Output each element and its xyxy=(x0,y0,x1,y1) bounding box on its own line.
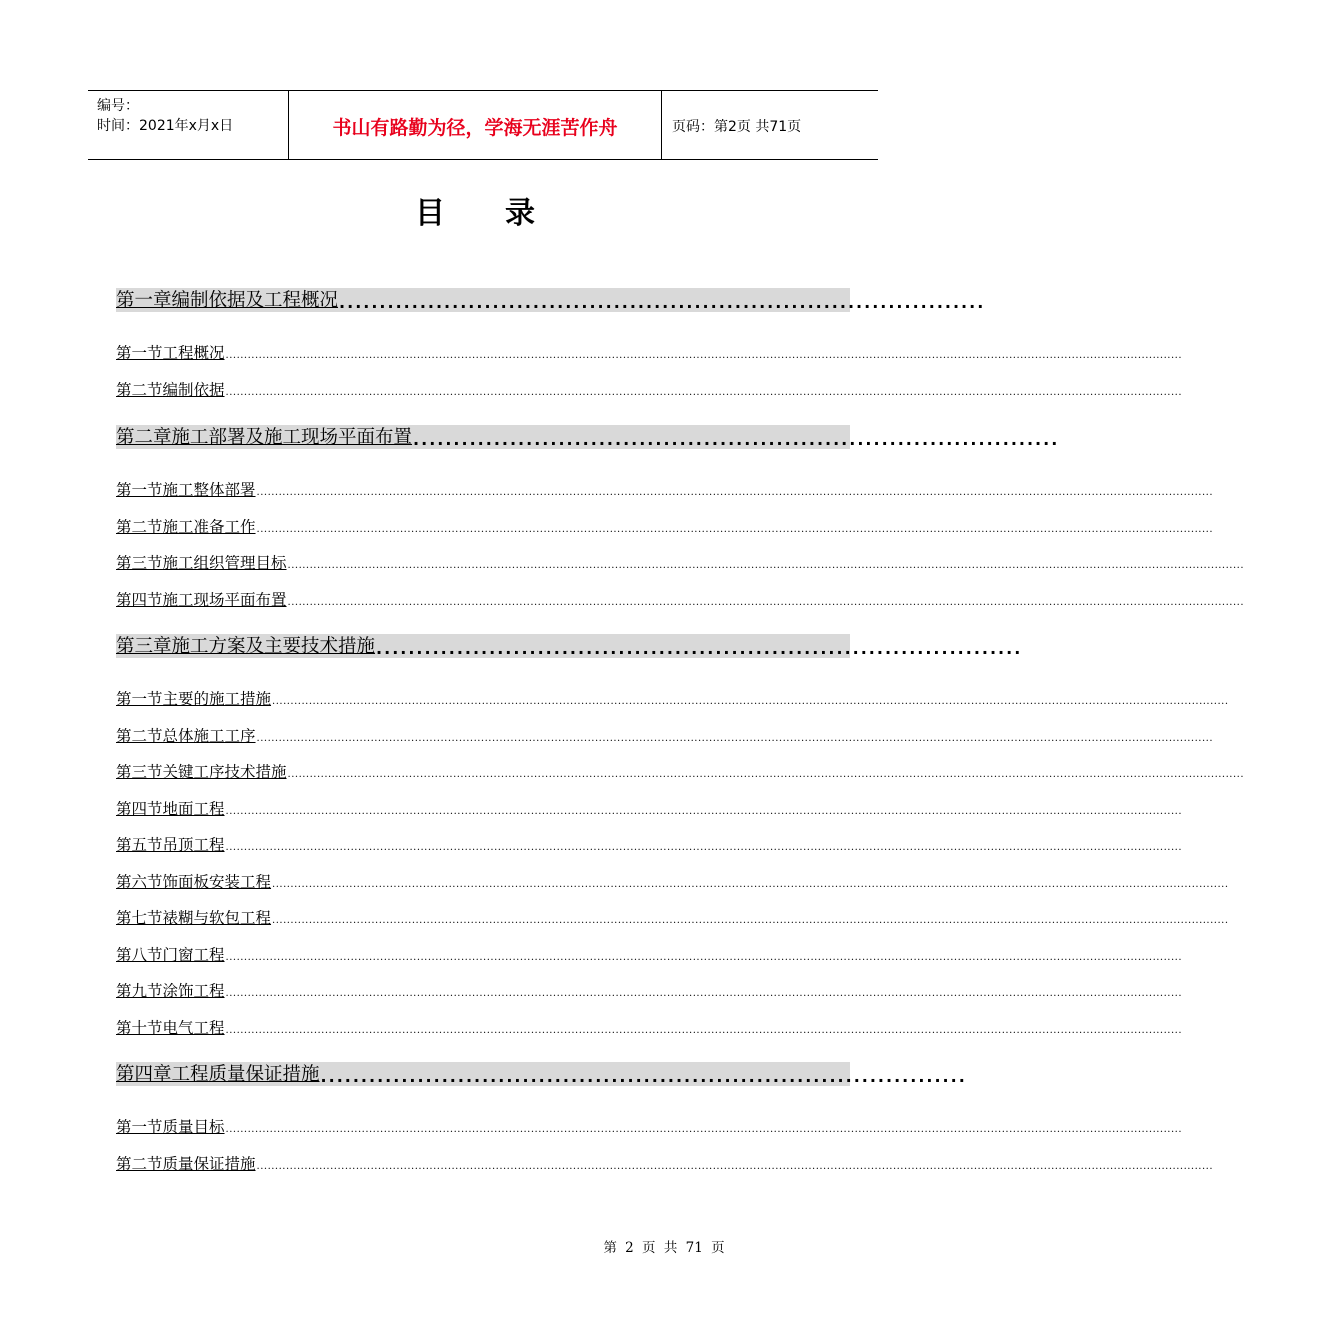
toc-section-entry[interactable] xyxy=(116,1018,1182,1038)
chapter-title: 施工部署及施工现场平面布置 xyxy=(171,427,413,448)
toc-section-entry[interactable] xyxy=(116,590,1244,610)
toc-chapter-entry[interactable] xyxy=(116,634,1023,658)
section-title: 门窗工程 xyxy=(162,945,225,964)
dot-leader: .................................................................................................................................................................................................................................................................... xyxy=(287,596,1244,608)
page-footer: 第 2 页 共 71 页 xyxy=(603,1240,725,1256)
section-title: 总体施工工序 xyxy=(162,726,256,745)
section-title: 施工现场平面布置 xyxy=(162,590,287,609)
dot-leader: .................................................................................................................................................................................................................................................................... xyxy=(225,951,1182,963)
section-number: 第一节 xyxy=(116,1118,163,1136)
section-number: 第三节 xyxy=(116,763,163,781)
section-number: 第二节 xyxy=(116,517,163,536)
dot-leader: .................................................................................................................................................................................................................................................................... xyxy=(256,523,1213,535)
dot-leader: .................................................................................................................................................................................................................................................................... xyxy=(225,386,1182,398)
toc-section-entry[interactable] xyxy=(116,343,1182,363)
toc-section-entry[interactable] xyxy=(116,553,1244,573)
dot-leader: .................................................................................................................................................................................................................................................................... xyxy=(287,769,1244,780)
section-number: 第十节 xyxy=(116,1018,163,1037)
section-title: 工程概况 xyxy=(162,344,225,362)
toc-section-entry[interactable] xyxy=(116,1117,1182,1137)
toc-section-entry[interactable] xyxy=(116,945,1182,965)
section-title: 地面工程 xyxy=(162,799,225,818)
section-title: 质量目标 xyxy=(162,1118,225,1136)
section-title: 施工准备工作 xyxy=(162,517,256,536)
chapter-title: 施工方案及主要技术措施 xyxy=(171,636,376,657)
section-number: 第一节 xyxy=(116,481,163,499)
dot-leader: ................................................................................ xyxy=(320,1067,967,1086)
dot-leader: .................................................................................................................................................................................................................................................................... xyxy=(225,988,1182,999)
dot-leader: .................................................................................................................................................................................................................................................................... xyxy=(225,350,1182,361)
slogan: 书山有路勤为径，学海无涯苦作舟 xyxy=(332,117,618,139)
section-title: 电气工程 xyxy=(162,1018,225,1037)
toc-section-entry[interactable] xyxy=(116,689,1229,709)
header-info-cell xyxy=(88,91,289,159)
dot-leader: .................................................................................................................................................................................................................................................................... xyxy=(225,1024,1182,1036)
page-count-label: 页码：第2页 共71页 xyxy=(672,119,802,135)
toc-section-entry[interactable] xyxy=(116,380,1182,400)
section-number: 第六节 xyxy=(116,872,163,891)
dot-leader: .................................................................................................................................................................................................................................................................... xyxy=(287,560,1244,571)
section-title: 主要的施工措施 xyxy=(162,690,272,708)
dot-leader: .................................................................................................................................................................................................................................................................... xyxy=(272,915,1229,926)
section-number: 第三节 xyxy=(116,554,163,572)
section-number: 第四节 xyxy=(116,799,163,818)
section-number: 第二节 xyxy=(116,380,163,399)
dot-leader: .................................................................................................................................................................................................................................................................... xyxy=(272,878,1229,890)
chapter-number: 第二章 xyxy=(116,427,172,448)
dot-leader: ................................................................................ xyxy=(413,430,1060,449)
date-label: 时间：2021年x月x日 xyxy=(97,118,234,134)
toc-section-entry[interactable] xyxy=(116,480,1213,500)
toc-section-entry[interactable] xyxy=(116,872,1229,892)
dot-leader: .................................................................................................................................................................................................................................................................... xyxy=(225,1124,1182,1135)
toc-section-entry[interactable] xyxy=(116,762,1244,782)
section-number: 第二节 xyxy=(116,726,163,745)
dot-leader: .................................................................................................................................................................................................................................................................... xyxy=(256,487,1213,498)
section-title: 质量保证措施 xyxy=(162,1154,256,1173)
section-title: 裱糊与软包工程 xyxy=(162,909,272,927)
toc-section-entry[interactable] xyxy=(116,517,1213,537)
toc-section-entry[interactable] xyxy=(116,1154,1213,1174)
chapter-title: 工程质量保证措施 xyxy=(171,1064,320,1085)
header-slogan-cell xyxy=(289,91,662,159)
dot-leader: ................................................................................ xyxy=(339,293,986,312)
dot-leader: .................................................................................................................................................................................................................................................................... xyxy=(225,842,1182,853)
section-number: 第一节 xyxy=(116,344,163,362)
toc-chapter-entry[interactable] xyxy=(116,288,986,312)
toc-section-entry[interactable] xyxy=(116,981,1182,1001)
header-page-cell xyxy=(662,91,878,159)
section-title: 饰面板安装工程 xyxy=(162,872,272,891)
dot-leader: .................................................................................................................................................................................................................................................................... xyxy=(256,1160,1213,1172)
toc-section-entry[interactable] xyxy=(116,835,1182,855)
chapter-number: 第四章 xyxy=(116,1064,172,1085)
chapter-number: 第三章 xyxy=(116,636,172,657)
number-label: 编号： xyxy=(97,98,139,114)
toc-section-entry[interactable] xyxy=(116,908,1229,928)
chapter-title: 编制依据及工程概况 xyxy=(171,290,339,311)
section-title: 吊顶工程 xyxy=(162,836,225,854)
toc-section-entry[interactable] xyxy=(116,726,1213,746)
section-title: 施工整体部署 xyxy=(162,481,256,499)
section-title: 涂饰工程 xyxy=(162,982,225,1000)
toc-title: 目录 xyxy=(415,196,595,231)
section-number: 第七节 xyxy=(116,909,163,927)
toc-chapter-entry[interactable] xyxy=(116,1062,967,1086)
section-number: 第五节 xyxy=(116,836,163,854)
toc-section-entry[interactable] xyxy=(116,799,1182,819)
section-number: 第九节 xyxy=(116,982,163,1000)
section-number: 第一节 xyxy=(116,690,163,708)
section-number: 第四节 xyxy=(116,590,163,609)
dot-leader: .................................................................................................................................................................................................................................................................... xyxy=(272,696,1229,707)
section-number: 第二节 xyxy=(116,1154,163,1173)
toc-chapter-entry[interactable] xyxy=(116,425,1060,449)
section-title: 关键工序技术措施 xyxy=(162,763,287,781)
chapter-number: 第一章 xyxy=(116,290,172,311)
section-title: 施工组织管理目标 xyxy=(162,554,287,572)
page-header xyxy=(88,90,878,160)
dot-leader: .................................................................................................................................................................................................................................................................... xyxy=(225,805,1182,817)
section-number: 第八节 xyxy=(116,945,163,964)
dot-leader: ................................................................................ xyxy=(376,639,1023,658)
section-title: 编制依据 xyxy=(162,380,225,399)
dot-leader: .................................................................................................................................................................................................................................................................... xyxy=(256,732,1213,744)
